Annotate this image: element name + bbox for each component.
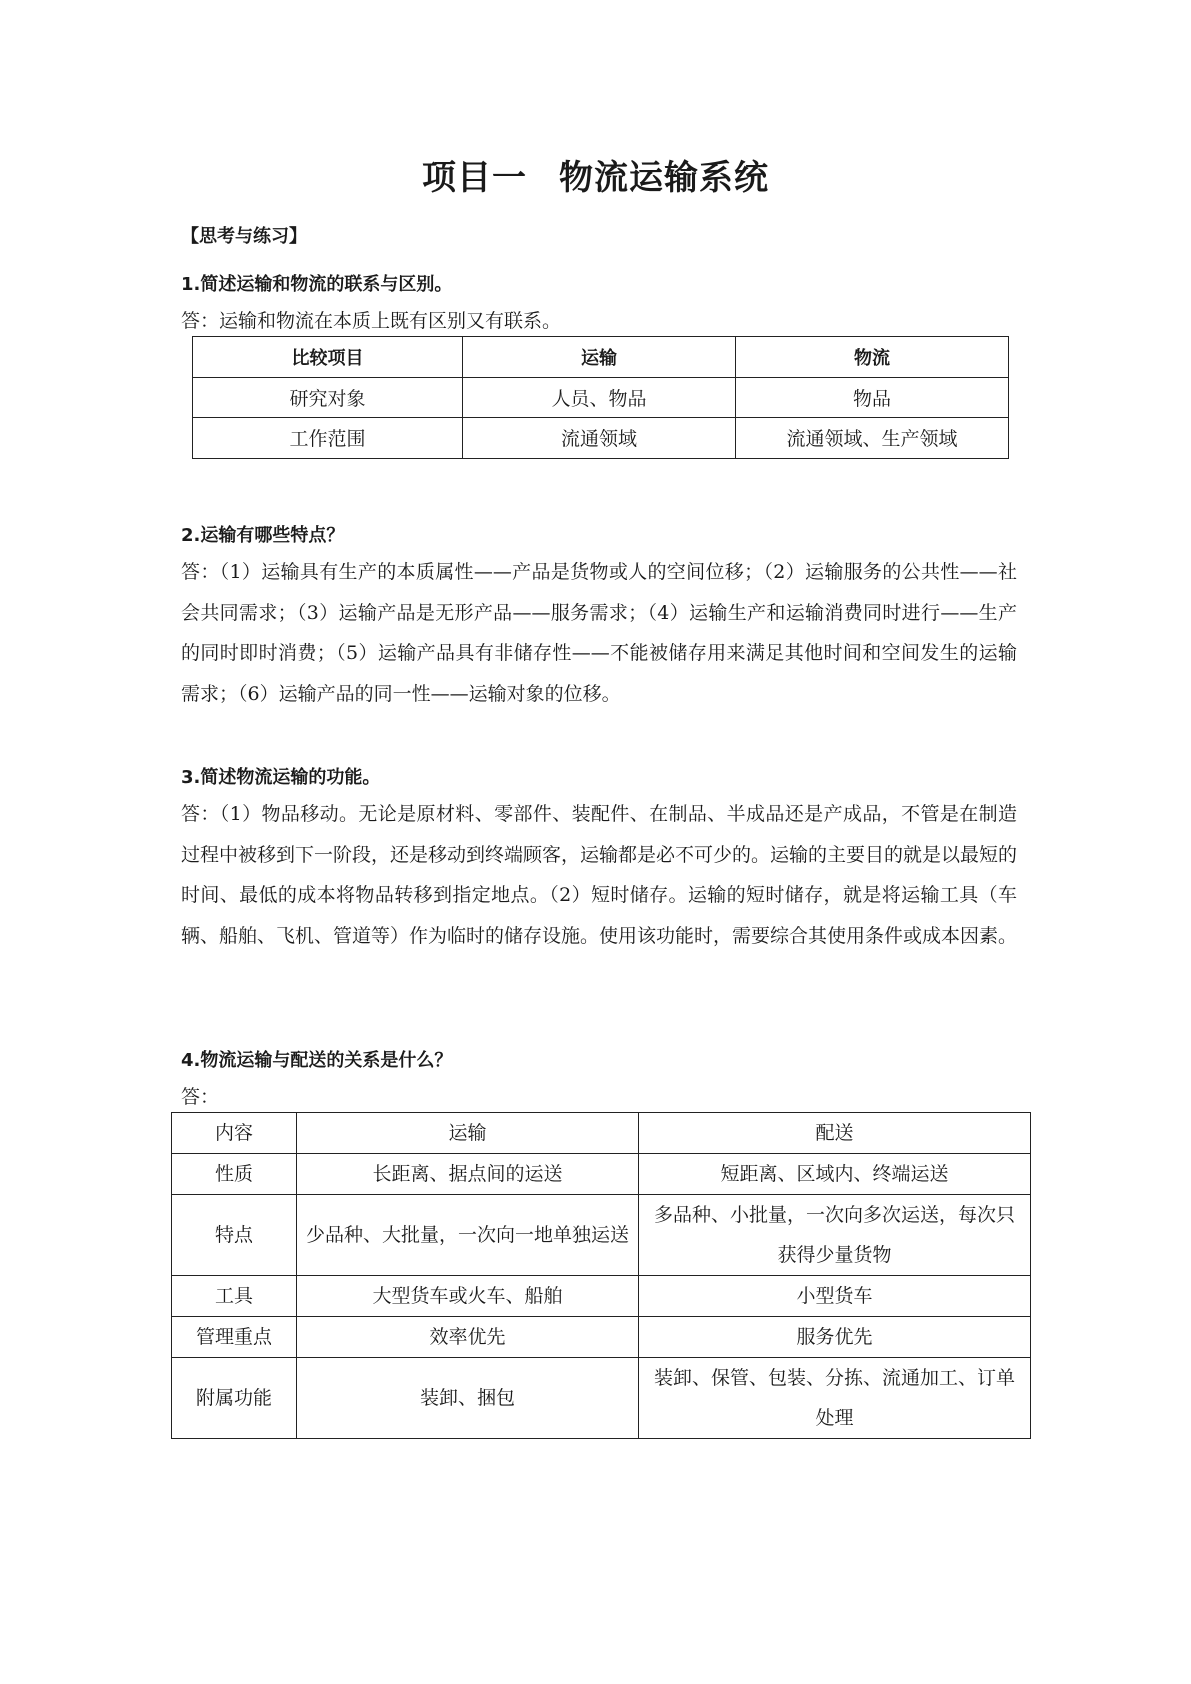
title-part-1: 项目一	[422, 158, 527, 198]
table-cell: 研究对象	[193, 377, 463, 418]
answer-3: 答：（1）物品移动。无论是原材料、零部件、装配件、在制品、半成品还是产成品，不管是在制造过程中被移到下一阶段，还是移动到终端顾客，运输都是必不可少的。运输的主要目的就是以最短的时间、最低的成本将物品转移到指定地点。（2）短时储存。运输的短时储存，就是将运输工具（车辆、船舶、飞机、管道等）作为临时的储存设施。使用该功能时，需要综合其使用条件或成本因素。	[181, 803, 1018, 947]
table-header-cell: 运输	[463, 337, 736, 378]
table-row	[193, 377, 1009, 418]
table-cell: 特点	[172, 1195, 297, 1276]
table-row	[172, 1358, 1031, 1439]
question-2: 2.运输有哪些特点？	[181, 525, 345, 546]
table-header-cell: 内容	[172, 1113, 297, 1154]
table-cell: 短距离、区域内、终端运送	[639, 1154, 1031, 1195]
table-row	[172, 1195, 1031, 1276]
table-cell: 效率优先	[297, 1317, 639, 1358]
table-cell: 管理重点	[172, 1317, 297, 1358]
answer-4: 答：	[181, 1086, 220, 1108]
table-header-cell: 比较项目	[193, 337, 463, 378]
table-cell: 物品	[736, 377, 1009, 418]
table-header-row	[193, 337, 1009, 378]
page-title	[0, 150, 1191, 199]
table-header-cell: 配送	[639, 1113, 1031, 1154]
table-row	[172, 1317, 1031, 1358]
question-3: 3.简述物流运输的功能。	[181, 767, 381, 788]
table-cell: 附属功能	[172, 1358, 297, 1439]
table-cell: 工具	[172, 1276, 297, 1317]
question-4: 4.物流运输与配送的关系是什么？	[181, 1050, 453, 1071]
table-cell: 流通领域	[463, 418, 736, 459]
table-row	[193, 418, 1009, 459]
table-row	[172, 1276, 1031, 1317]
table-cell: 小型货车	[639, 1276, 1031, 1317]
title-part-2: 物流运输系统	[559, 158, 769, 198]
table-cell: 大型货车或火车、船舶	[297, 1276, 639, 1317]
table-row	[172, 1154, 1031, 1195]
answer-1: 答：运输和物流在本质上既有区别又有联系。	[181, 310, 562, 332]
table-cell: 流通领域、生产领域	[736, 418, 1009, 459]
table-cell: 少品种、大批量，一次向一地单独运送	[297, 1195, 639, 1276]
table-cell: 长距离、据点间的运送	[297, 1154, 639, 1195]
table-cell: 多品种、小批量，一次向多次运送，每次只获得少量货物	[639, 1195, 1031, 1276]
section-label: 【思考与练习】	[181, 226, 307, 247]
table-cell: 人员、物品	[463, 377, 736, 418]
table-cell: 工作范围	[193, 418, 463, 459]
table-header-row	[172, 1113, 1031, 1154]
table-cell: 装卸、保管、包装、分拣、流通加工、订单处理	[639, 1358, 1031, 1439]
table-cell: 性质	[172, 1154, 297, 1195]
table-cell: 装卸、捆包	[297, 1358, 639, 1439]
comparison-table-1	[192, 336, 1009, 459]
table-header-cell: 运输	[297, 1113, 639, 1154]
answer-2: 答：（1）运输具有生产的本质属性——产品是货物或人的空间位移；（2）运输服务的公共性——社会共同需求；（3）运输产品是无形产品——服务需求；（4）运输生产和运输消费同时进行——生产的同时即时消费；（5）运输产品具有非储存性——不能被储存用来满足其他时间和空间发生的运输需求；（6）运输产品的同一性——运输对象的位移。	[181, 561, 1017, 705]
table-cell: 服务优先	[639, 1317, 1031, 1358]
table-header-cell: 物流	[736, 337, 1009, 378]
comparison-table-2	[171, 1112, 1031, 1439]
question-1: 1.简述运输和物流的联系与区别。	[181, 274, 453, 295]
